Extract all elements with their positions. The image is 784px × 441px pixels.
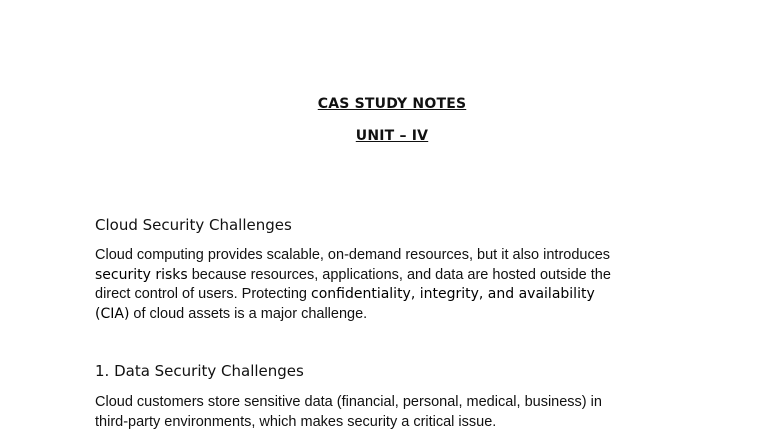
intro-line-2	[95, 266, 715, 286]
intro-line-3-text: direct control of users. Protecting	[95, 286, 311, 302]
cia-acronym-emphasis: (CIA)	[95, 305, 130, 322]
intro-line-2-text: because resources, applications, and data are hosted outside the	[187, 266, 611, 283]
security-risks-emphasis: security risks	[95, 266, 188, 283]
unit-heading: UNIT – IV	[355, 128, 429, 144]
intro-line-3	[95, 285, 715, 305]
intro-line-1: Cloud computing provides scalable, on-demand resources, but it also introduces	[95, 247, 611, 263]
data-line-2: third-party environments, which makes security a critical issue.	[95, 413, 497, 430]
data-line-1: Cloud customers store sensitive data (financial, personal, medical, business) in	[95, 394, 602, 410]
data-security-paragraph	[95, 393, 715, 432]
section-heading-cloud-security: Cloud Security Challenges	[95, 216, 292, 234]
intro-paragraph	[95, 246, 715, 324]
intro-line-4	[95, 305, 715, 325]
section-heading-data-security: 1. Data Security Challenges	[95, 362, 304, 380]
document-title: CAS STUDY NOTES	[317, 96, 467, 112]
intro-line-4-text: of cloud assets is a major challenge.	[129, 305, 368, 322]
cia-terms-emphasis: confidentiality, integrity, and availability	[311, 286, 595, 302]
